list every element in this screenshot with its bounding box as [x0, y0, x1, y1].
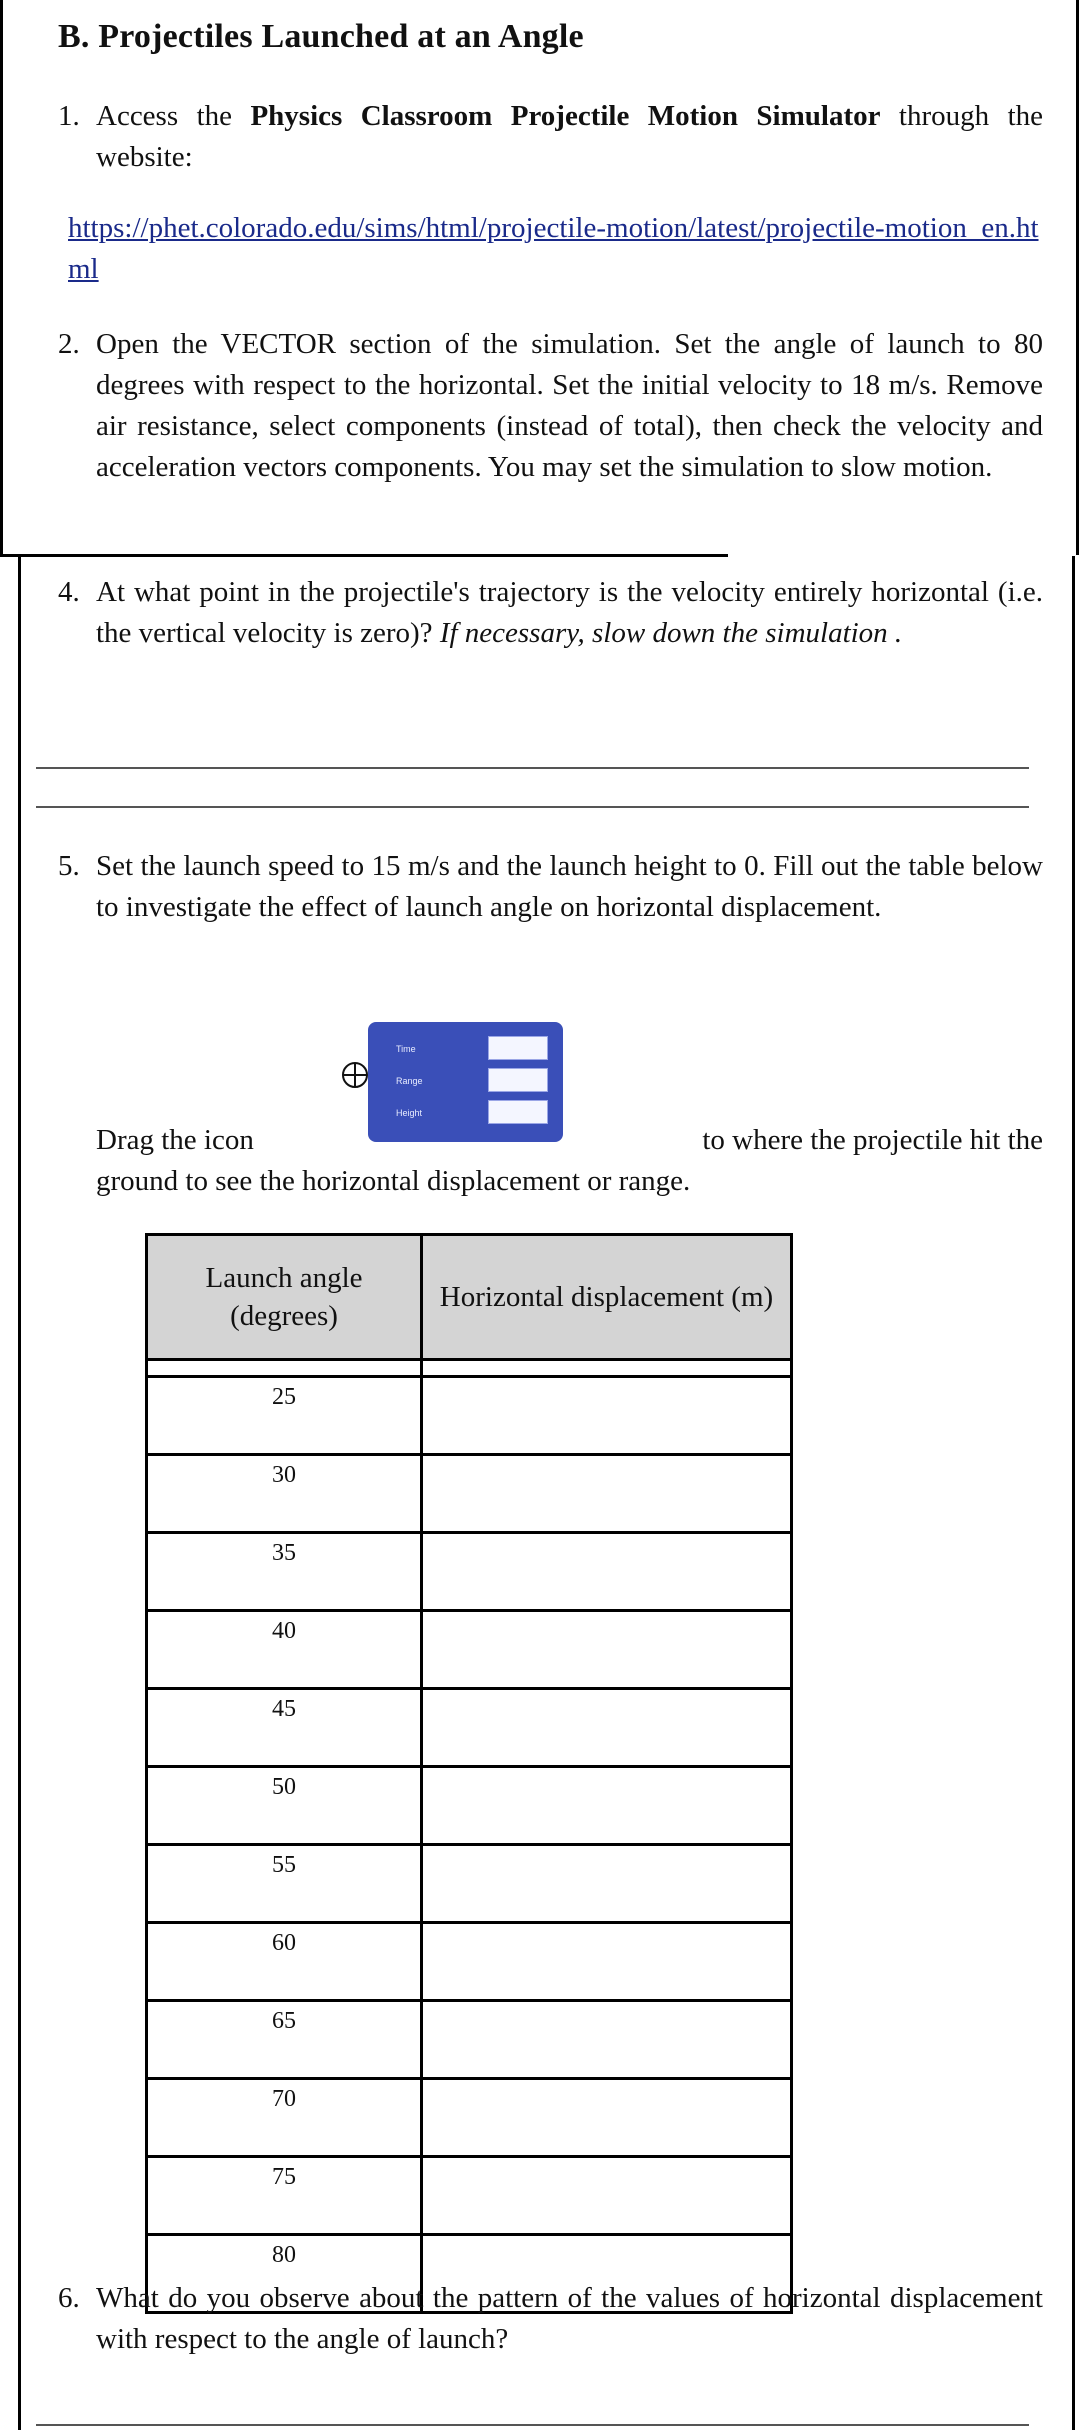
tool-range-box [488, 1068, 548, 1092]
item-5-text: Set the launch speed to 15 m/s and the launch height to 0. Fill out the table below to investigate the effect of launch angle on horizontal displacement. [96, 850, 1043, 923]
table-row [147, 1533, 792, 1611]
angle-cell: 50 [147, 1767, 422, 1845]
item-4-number: 4. [58, 576, 80, 608]
displacement-cell[interactable] [422, 2157, 792, 2235]
answer-line-3[interactable] [36, 2424, 1029, 2426]
item-6-number: 6. [58, 2282, 80, 2314]
table-gap-cell [422, 1360, 792, 1377]
item-6-text: What do you observe about the pattern of the values of horizontal displacement with respect to the angle of launch? [96, 2282, 1043, 2355]
table-row [147, 1377, 792, 1455]
table-row [147, 2157, 792, 2235]
header-launch-angle: Launch angle (degrees) [147, 1235, 422, 1360]
left-border [0, 0, 3, 555]
answer-line-2[interactable] [36, 806, 1029, 808]
right-border-lower [1072, 556, 1075, 2430]
table-row [147, 1923, 792, 2001]
displacement-cell[interactable] [422, 1533, 792, 1611]
section-divider [0, 554, 728, 557]
launch-angle-table [145, 1233, 793, 2314]
tool-time-box [488, 1036, 548, 1060]
answer-line-1[interactable] [36, 767, 1029, 769]
table-row [147, 2001, 792, 2079]
angle-cell: 75 [147, 2157, 422, 2235]
item-1-simulator-name: Physics Classroom Projectile Motion Simulator [250, 100, 881, 132]
displacement-cell[interactable] [422, 1923, 792, 2001]
item-1-number: 1. [58, 100, 80, 132]
angle-cell: 55 [147, 1845, 422, 1923]
item-4 [58, 572, 1043, 654]
displacement-cell[interactable] [422, 1377, 792, 1455]
angle-cell: 35 [147, 1533, 422, 1611]
angle-cell: 60 [147, 1923, 422, 2001]
item-2-number: 2. [58, 328, 80, 360]
drag-instruction-post: to where the projectile hit the [702, 1124, 1043, 1156]
measuring-tool-icon[interactable] [368, 1022, 563, 1142]
item-1 [58, 96, 1043, 178]
displacement-cell[interactable] [422, 1689, 792, 1767]
table-row [147, 2079, 792, 2157]
table-row [147, 1767, 792, 1845]
table-row [147, 1611, 792, 1689]
item-5-number: 5. [58, 850, 80, 882]
item-1-text-pre: Access the [96, 100, 251, 132]
displacement-cell[interactable] [422, 2079, 792, 2157]
tool-label-height: Height [396, 1108, 423, 1118]
angle-cell: 40 [147, 1611, 422, 1689]
section-title: B. Projectiles Launched at an Angle [58, 18, 584, 55]
item-4-text: At what point in the projectile's trajectory is the velocity entirely horizontal (i.e. the vertical velocity is zero)? [96, 576, 1043, 649]
simulation-url-link[interactable]: https://phet.colorado.edu/sims/html/projectile-motion/latest/projectile-motion_en.html [68, 212, 1039, 285]
displacement-cell[interactable] [422, 1455, 792, 1533]
header-horizontal-displacement: Horizontal displacement (m) [422, 1235, 792, 1360]
table-row [147, 1689, 792, 1767]
drag-instruction-line2: ground to see the horizontal displacement or range. [96, 1165, 691, 1197]
item-2-text: Open the VECTOR section of the simulation. Set the angle of launch to 80 degrees with respect to the horizontal. Set the initial velocity to 18 m/s. Remove air resistance, select components (instead of total), then check the velocity and acceleration vectors components. You may set the simulation to slow motion. [96, 328, 1043, 483]
right-border [1076, 0, 1079, 555]
angle-cell: 70 [147, 2079, 422, 2157]
item-1-text-post: through the website: [96, 100, 1043, 173]
item-4-hint: If necessary, slow down the simulation . [439, 617, 903, 649]
angle-cell: 25 [147, 1377, 422, 1455]
tool-height-box [488, 1100, 548, 1124]
left-border-lower [18, 556, 21, 2430]
displacement-cell[interactable] [422, 1611, 792, 1689]
item-5 [58, 846, 1043, 928]
angle-cell: 45 [147, 1689, 422, 1767]
angle-cell: 65 [147, 2001, 422, 2079]
table-gap-cell [147, 1360, 422, 1377]
tool-label-range: Range [396, 1076, 423, 1086]
table-row [147, 1455, 792, 1533]
displacement-cell[interactable] [422, 1845, 792, 1923]
angle-cell: 80 [147, 2235, 422, 2313]
crosshair-icon[interactable] [340, 1060, 370, 1090]
item-2 [58, 324, 1043, 488]
displacement-cell[interactable] [422, 2001, 792, 2079]
table-row [147, 1845, 792, 1923]
item-6 [58, 2278, 1043, 2360]
tool-label-time: Time [396, 1044, 416, 1054]
angle-cell: 30 [147, 1455, 422, 1533]
displacement-cell[interactable] [422, 1767, 792, 1845]
drag-instruction-pre: Drag the icon [96, 1124, 254, 1156]
